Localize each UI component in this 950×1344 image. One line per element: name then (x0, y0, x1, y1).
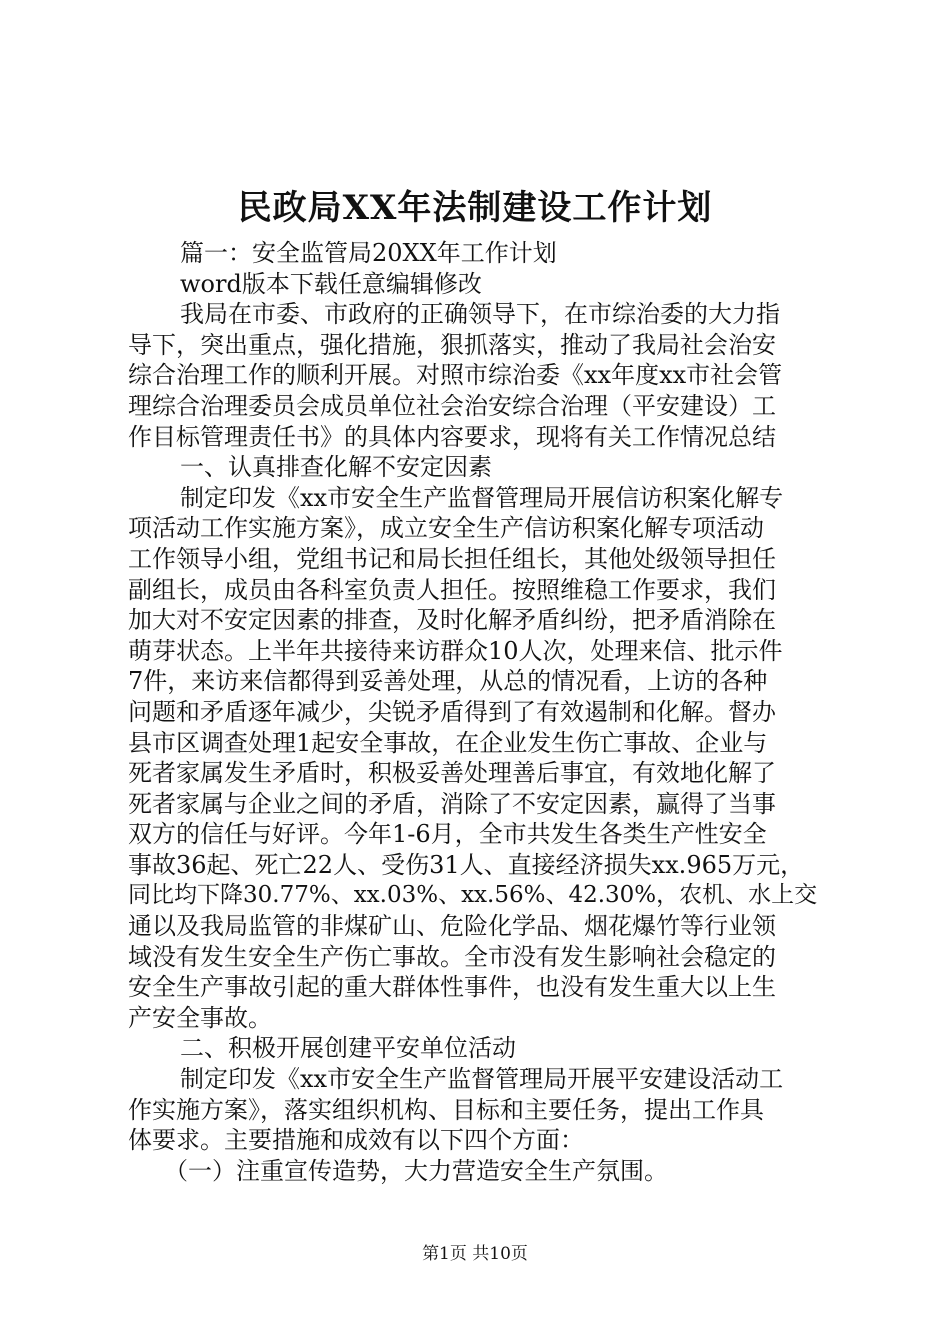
paragraph-line: 作目标管理责任书》的具体内容要求，现将有关工作情况总结 (128, 422, 776, 451)
page-number: 第1页 共10页 (422, 1244, 528, 1264)
section-heading: 一、认真排查化解不安定因素 (180, 453, 492, 482)
section-heading: 篇一：安全监管局20XX年工作计划 (180, 239, 557, 267)
paragraph-line: 7件，来访来信都得到妥善处理，从总的情况看，上访的各种 (128, 667, 768, 696)
section-heading: 二、积极开展创建平安单位活动 (180, 1034, 516, 1063)
paragraph-line: 体要求。主要措施和成效有以下四个方面： (128, 1126, 584, 1155)
paragraph-line: 事故36起、死亡22人、受伤31人、直接经济损失xx.965万元， (128, 850, 805, 879)
paragraph-line: 制定印发《xx市安全生产监督管理局开展平安建设活动工 (180, 1065, 784, 1094)
paragraph-line: 问题和矛盾逐年减少，尖锐矛盾得到了有效遏制和化解。督办 (128, 697, 776, 726)
paragraph-line: 理综合治理委员会成员单位社会治安综合治理（平安建设）工 (128, 391, 776, 420)
subsection-heading: （一）注重宣传造势，大力营造安全生产氛围。 (164, 1156, 668, 1185)
paragraph-line: 域没有发生安全生产伤亡事故。全市没有发生影响社会稳定的 (128, 942, 776, 971)
paragraph-line: 通以及我局监管的非煤矿山、危险化学品、烟花爆竹等行业领 (128, 912, 776, 941)
paragraph-line: 加大对不安定因素的排查，及时化解矛盾纠纷，把矛盾消除在 (128, 606, 776, 635)
paragraph-line: 安全生产事故引起的重大群体性事件，也没有发生重大以上生 (128, 973, 776, 1002)
paragraph-line: 导下，突出重点，强化措施，狠抓落实，推动了我局社会治安 (128, 330, 776, 359)
paragraph-line: 制定印发《xx市安全生产监督管理局开展信访积案化解专 (180, 483, 784, 512)
paragraph-line: 副组长，成员由各科室负责人担任。按照维稳工作要求，我们 (128, 575, 776, 604)
paragraph-line: 双方的信任与好评。今年1-6月，全市共发生各类生产性安全 (128, 820, 767, 849)
paragraph-line: 死者家属发生矛盾时，积极妥善处理善后事宜，有效地化解了 (128, 759, 776, 788)
paragraph-line: 综合治理工作的顺利开展。对照市综治委《xx年度xx市社会管 (128, 361, 783, 390)
paragraph-line: 同比均下降30.77%、xx.03%、xx.56%、42.30%，农机、水上交 (128, 882, 818, 909)
paragraph-line: 我局在市委、市政府的正确领导下，在市综治委的大力指 (180, 300, 780, 329)
paragraph-line: 县市区调查处理1起安全事故，在企业发生伤亡事故、企业与 (128, 728, 768, 757)
paragraph-line: 萌芽状态。上半年共接待来访群众10人次，处理来信、批示件 (128, 636, 783, 665)
paragraph-line: 作实施方案》，落实组织机构、目标和主要任务，提出工作具 (128, 1095, 764, 1124)
paragraph-line: 死者家属与企业之间的矛盾，消除了不安定因素，赢得了当事 (128, 789, 776, 818)
document-title: 民政局XX年法制建设工作计划 (237, 188, 713, 228)
paragraph-line: word版本下载任意编辑修改 (180, 269, 482, 298)
paragraph-line: 产安全事故。 (128, 1003, 272, 1032)
document-body (128, 238, 828, 1186)
paragraph-line: 项活动工作实施方案》，成立安全生产信访积案化解专项活动 (128, 514, 764, 543)
paragraph-line: 工作领导小组，党组书记和局长担任组长，其他处级领导担任 (128, 544, 776, 573)
